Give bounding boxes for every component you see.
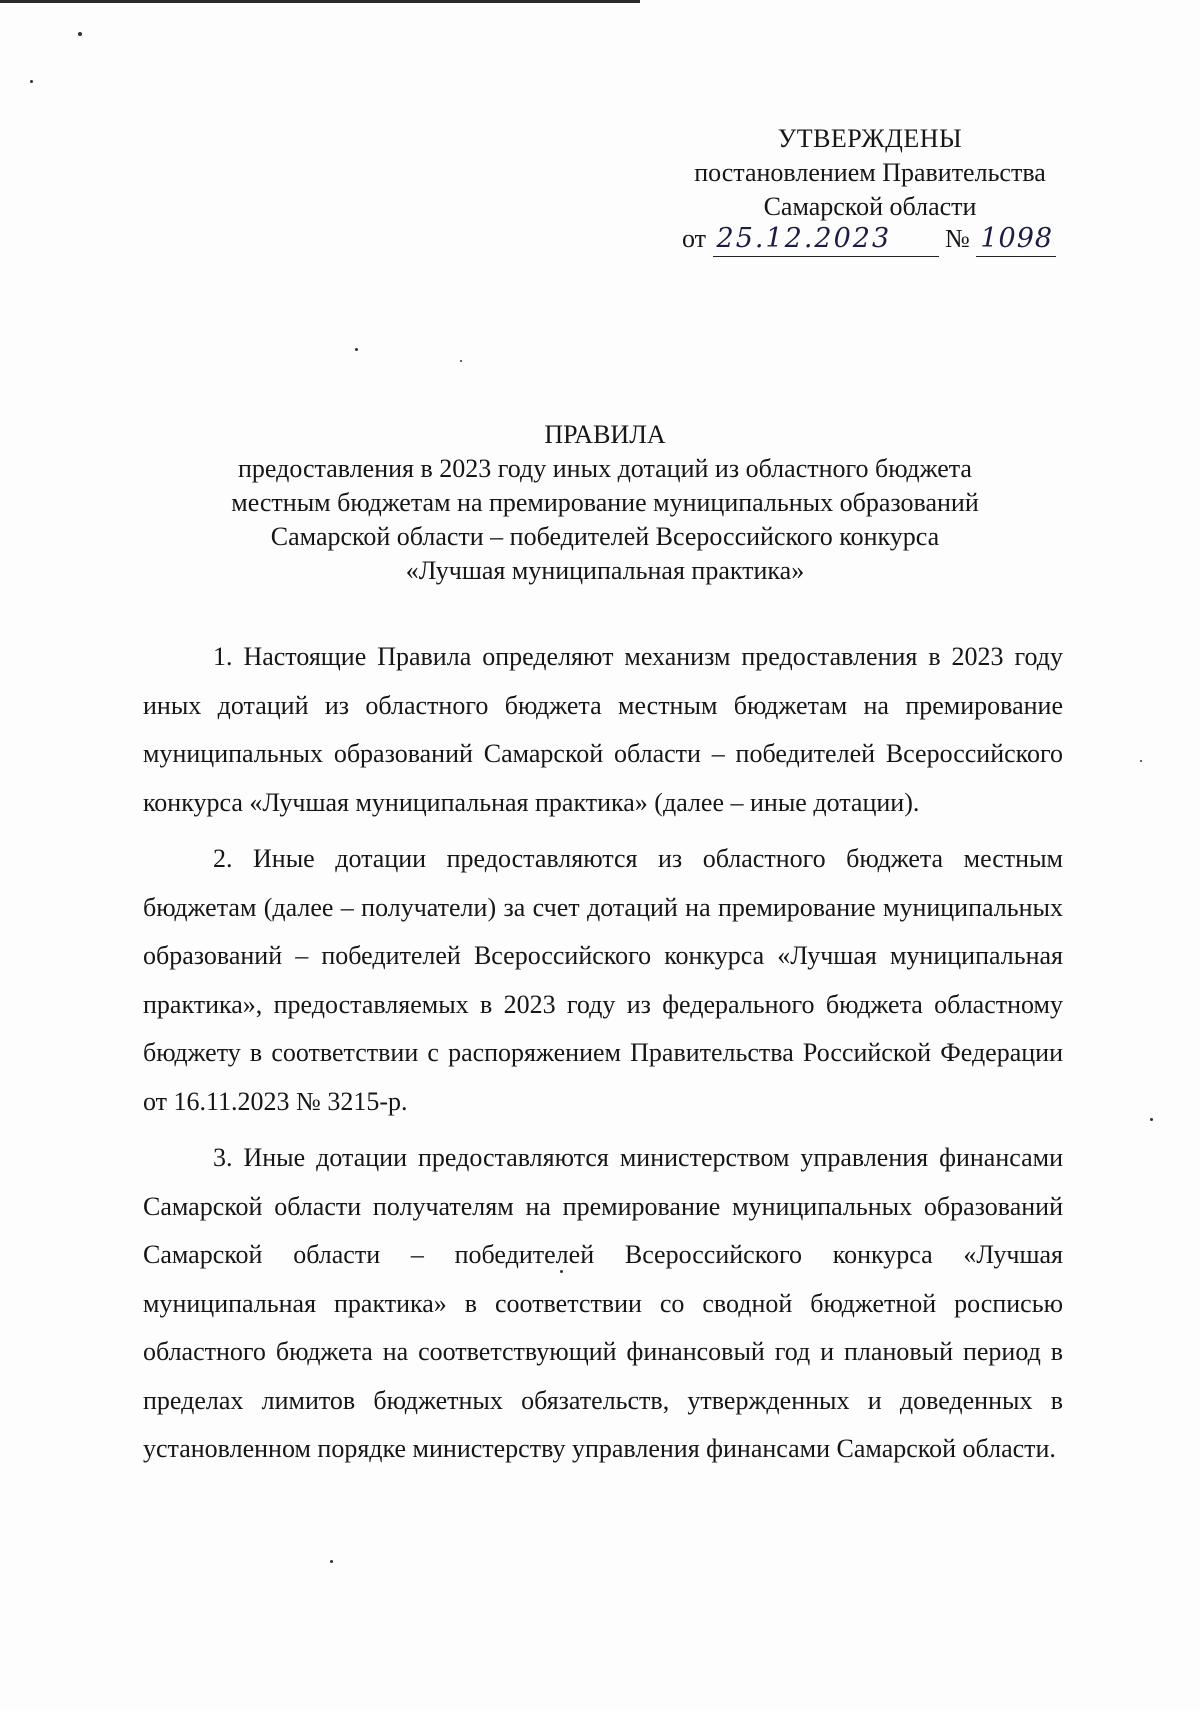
scan-speck [460, 360, 462, 362]
handwritten-number: 1098 [976, 222, 1056, 257]
approval-date-line [682, 222, 1102, 257]
paragraph-3: 3. Иные дотации предоставляются министерством управления финансами Самарской области получателям на премирование муниципальных образований Самарской области – победителей Всероссийского конкурса «Лучшая муниципальная практика» в соответствии со сводной бюджетной росписью областного бюджета на соответствующий финансовый год и плановый период в пределах лимитов бюджетных обязательств, утвержденных и доведенных в установленном порядке министерству управления финансами Самарской области. [143, 1143, 1063, 1463]
scan-speck [355, 348, 358, 351]
scan-top-edge-line [0, 0, 640, 3]
paragraph-2: 2. Иные дотации предоставляются из областного бюджета местным бюджетам (далее – получатели) за счет дотаций на премирование муниципальных образований – победителей Всероссийского конкурса «Лучшая муниципальная практика», предоставляемых в 2023 году из федерального бюджета областному бюджету в соответствии с распоряжением Правительства Российской Федерации от 16.11.2023 № 3215-р. [143, 844, 1063, 1116]
scan-speck [1150, 1118, 1153, 1121]
subtitle-line-1: предоставления в 2023 году иных дотаций из областного бюджета [238, 454, 972, 483]
subtitle-line-4: «Лучшая муниципальная практика» [405, 556, 805, 585]
scan-speck [1140, 760, 1142, 762]
number-prefix: № [945, 224, 970, 253]
handwritten-date: 25.12.2023 [713, 222, 939, 257]
approval-title: УТВЕРЖДЕНЫ [777, 124, 963, 153]
scan-speck [330, 1560, 333, 1563]
subtitle-line-3: Самарской области – победителей Всероссийского конкурса [270, 522, 940, 551]
scan-speck [78, 32, 82, 36]
date-prefix: от [682, 224, 707, 253]
subtitle-line-2: местным бюджетам на премирование муниципальных образований [231, 488, 979, 517]
document-title: ПРАВИЛА [544, 420, 666, 449]
document-heading [140, 418, 1070, 588]
scan-speck [30, 80, 33, 83]
document-body [143, 633, 1063, 1482]
paragraph-1: 1. Настоящие Правила определяют механизм предоставления в 2023 году иных дотаций из областного бюджета местным бюджетам на премирование муниципальных образований Самарской области – победителей Всероссийского конкурса «Лучшая муниципальная практика» (далее – иные дотации). [143, 642, 1063, 817]
approval-line-1: постановлением Правительства [694, 158, 1046, 187]
approval-line-2: Самарской области [763, 192, 977, 221]
approval-block [640, 122, 1100, 224]
